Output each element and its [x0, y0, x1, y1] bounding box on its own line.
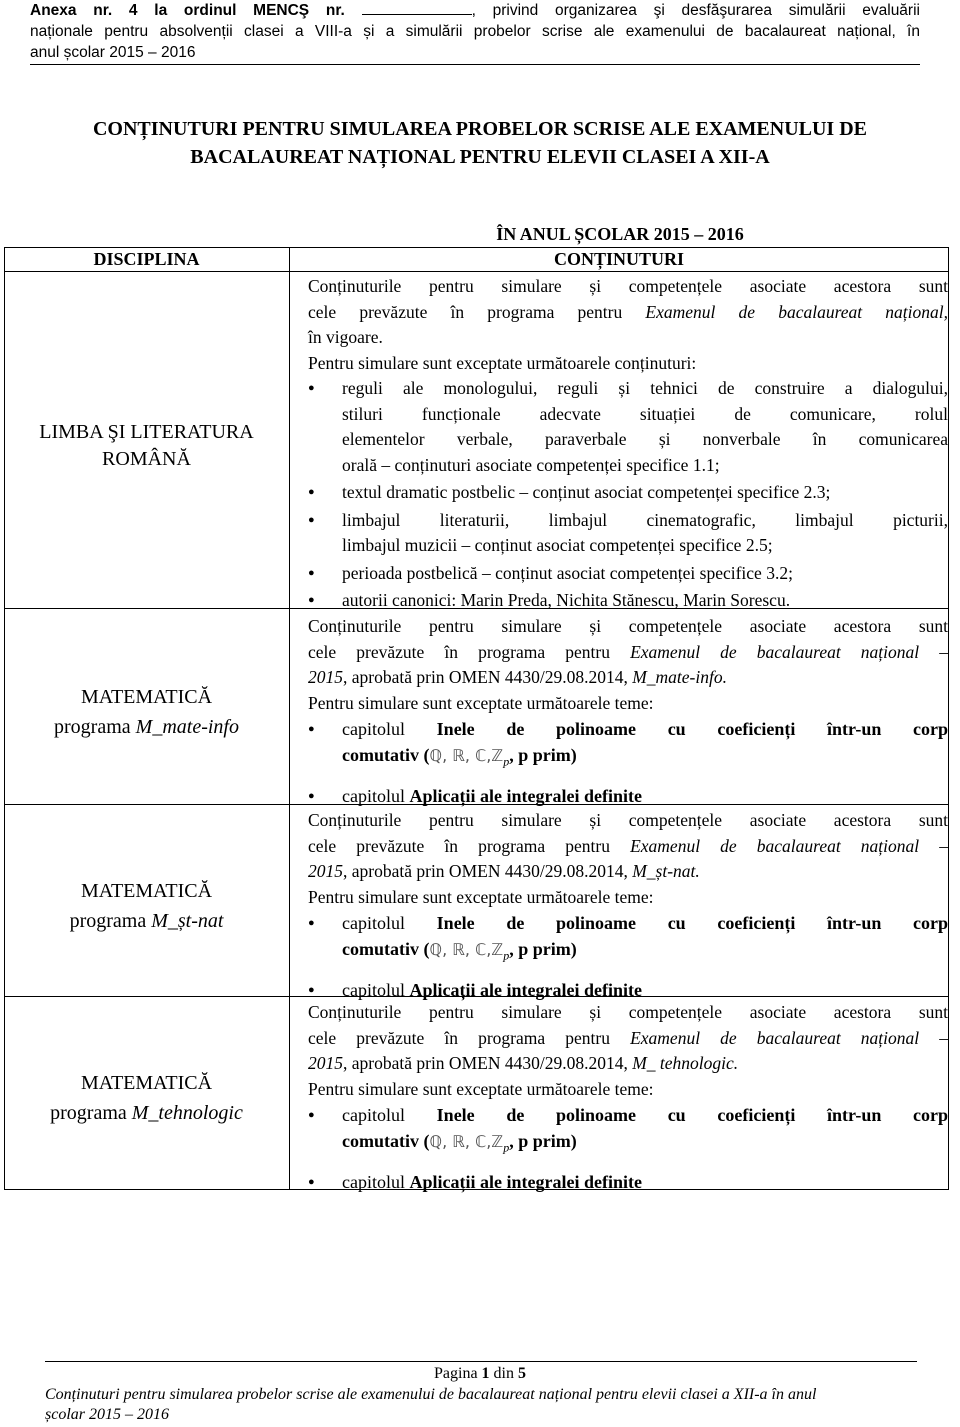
programa-name: M_tehnologic [131, 1102, 243, 1124]
page-number: Pagina 1 din 5 [434, 1365, 526, 1382]
number-sets: ℚ, ℝ, ℂ,ℤ [429, 1132, 504, 1151]
header-line-1 [30, 0, 920, 21]
table-right-border [948, 247, 949, 1190]
romana-intro-line-1: Conținuturile pentru simulare și competențele asociate acestora sunt [308, 276, 948, 296]
discipline-matematica [4, 682, 289, 742]
document-title-line-2: BACALAUREAT NAȚIONAL PENTRU ELEVII CLASEI A XII-A [190, 146, 770, 168]
romana-intro-line-2: cele prevăzute în programa pentru Examenul de bacalaureat național, [308, 301, 948, 322]
number-sets: ℚ, ℝ, ℂ,ℤ [429, 940, 504, 959]
header-text-1: , privind organizarea şi desfăşurarea simulării evaluării [471, 2, 920, 19]
list-item: ● capitolul Aplicații ale integralei definite [308, 1169, 948, 1195]
document-header [30, 0, 920, 63]
mate-exceptions-list [308, 1102, 948, 1195]
exam-name: Examenul de bacalaureat național – [630, 835, 948, 856]
programa-name: M_șt-nat [151, 910, 224, 932]
mate-intro-line-2: cele prevăzute în programa pentru Examenul de bacalaureat național – [308, 835, 948, 856]
header-rule [30, 64, 920, 65]
list-item: ● capitolul Aplicații ale integralei definite [308, 783, 948, 809]
contents-romana [308, 274, 948, 614]
exam-name: Examenul de bacalaureat național – [630, 1027, 948, 1048]
programa-label: programa M_tehnologic [50, 1102, 243, 1124]
exam-name: Examenul de bacalaureat național – [630, 641, 948, 662]
total-pages: 5 [518, 1365, 526, 1382]
discipline-romana-line-2: ROMÂNĂ [102, 448, 191, 470]
list-item: ● capitolul Inele de polinoame cu coeficienți într-un corp comutativ (ℚ, ℝ, ℂ,ℤ$_p$, p prim) [308, 910, 948, 969]
mate-intro-line-3: 2015, aprobată prin OMEN 4430/29.08.2014, M_șt-nat. [308, 861, 700, 881]
annex-reference: Anexa nr. 4 la ordinul MENCŞ nr. [30, 2, 345, 19]
contents-matematica [308, 614, 948, 809]
mate-exceptions-list [308, 716, 948, 809]
programa-label: programa M_mate-info [54, 716, 239, 738]
mate-intro-line-3: 2015, aprobată prin OMEN 4430/29.08.2014, M_ tehnologic. [308, 1053, 739, 1073]
discipline-name: MATEMATICĂ [80, 686, 213, 708]
column-divider [289, 247, 290, 1190]
school-year: ÎN ANUL ȘCOLAR 2015 – 2016 [496, 224, 744, 244]
contents-matematica [308, 808, 948, 1003]
column-header-discipline: DISCIPLINA [93, 249, 200, 269]
discipline-matematica [4, 876, 289, 936]
mate-exceptions-intro: Pentru simulare sunt exceptate următoarele teme: [308, 1078, 654, 1099]
mate-exceptions-list [308, 910, 948, 1003]
discipline-romana-line-1: LIMBA ŞI LITERATURA [39, 421, 254, 443]
discipline-matematica [4, 1068, 289, 1128]
programa-name: M_mate-info [135, 716, 239, 738]
discipline-name: MATEMATICĂ [80, 1072, 213, 1094]
mate-exceptions-intro: Pentru simulare sunt exceptate următoarele teme: [308, 886, 654, 907]
footer-rule [45, 1361, 917, 1362]
romana-intro-line-3: în vigoare. [308, 327, 383, 347]
mate-exceptions-intro: Pentru simulare sunt exceptate următoarele teme: [308, 692, 654, 713]
programa-name: M_șt-nat. [632, 861, 700, 881]
romana-exceptions-intro: Pentru simulare sunt exceptate următoarele conținuturi: [308, 352, 697, 373]
discipline-name: MATEMATICĂ [80, 880, 213, 902]
programa-name: M_mate-info. [632, 667, 727, 687]
programa-name: M_ tehnologic. [632, 1053, 739, 1073]
header-line-3: anul școlar 2015 – 2016 [30, 44, 196, 61]
table-header-border [4, 271, 948, 272]
list-item: ● capitolul Aplicații ale integralei definite [308, 977, 948, 1003]
contents-matematica [308, 1000, 948, 1195]
footer-text: Conținuturi pentru simularea probelor scrise ale examenului de bacalaureat național pentru elevii clasei a XII-a în anul școlar 2015 – 2016 [45, 1386, 817, 1423]
list-item: ● textul dramatic postbelic – conținut asociat competenței specifice 2.3; [308, 480, 948, 506]
mate-intro-line-1: Conținuturile pentru simulare și competențele asociate acestora sunt [308, 1002, 948, 1022]
table-top-border [4, 247, 948, 248]
mate-intro-line-2: cele prevăzute în programa pentru Examenul de bacalaureat național – [308, 641, 948, 662]
blank-field [362, 0, 472, 15]
list-item: ● perioada postbelică – conținut asociat competenței specifice 3.2; [308, 561, 948, 587]
mate-intro-line-1: Conținuturile pentru simulare și competențele asociate acestora sunt [308, 616, 948, 636]
romana-exceptions-list [308, 376, 948, 614]
header-line-2: naționale pentru absolvenții clasei a VIII-a și a simulării probelor scrise ale examenului de bacalaureat național, în [30, 23, 920, 40]
mate-intro-line-1: Conținuturile pentru simulare și competențele asociate acestora sunt [308, 810, 948, 830]
programa-label: programa M_șt-nat [69, 910, 224, 932]
mate-intro-line-2: cele prevăzute în programa pentru Examenul de bacalaureat național – [308, 1027, 948, 1048]
list-item: ● limbajul literaturii, limbajul cinematografic, limbajul picturii, limbajul muzicii – conținut asociat competenței specifice 2.5; [308, 508, 948, 559]
discipline-romana [4, 419, 289, 473]
list-item: ● capitolul Inele de polinoame cu coeficienți într-un corp comutativ (ℚ, ℝ, ℂ,ℤ$_p$, p prim) [308, 716, 948, 775]
number-sets: ℚ, ℝ, ℂ,ℤ [429, 746, 504, 765]
column-header-contents: CONȚINUTURI [553, 249, 685, 269]
list-item: ● capitolul Inele de polinoame cu coeficienți într-un corp comutativ (ℚ, ℝ, ℂ,ℤ$_p$, p prim) [308, 1102, 948, 1161]
list-item: ● autorii canonici: Marin Preda, Nichita Stănescu, Marin Sorescu. [308, 588, 948, 614]
document-title-line-1: CONȚINUTURI PENTRU SIMULAREA PROBELOR SCRISE ALE EXAMENULUI DE [92, 118, 867, 140]
exam-name: Examenul de bacalaureat național, [645, 301, 948, 322]
current-page: 1 [481, 1365, 490, 1382]
list-item: ● reguli ale monologului, reguli și tehnici de construire a dialogului, stiluri funcționale adecvate situației de comunicare, rolul elementelor verbale, paraverbale și nonverbale în comunicarea orală – conținuturi asociate competenței specifice 1.1; [308, 376, 948, 478]
mate-intro-line-3: 2015, aprobată prin OMEN 4430/29.08.2014, M_mate-info. [308, 667, 727, 687]
